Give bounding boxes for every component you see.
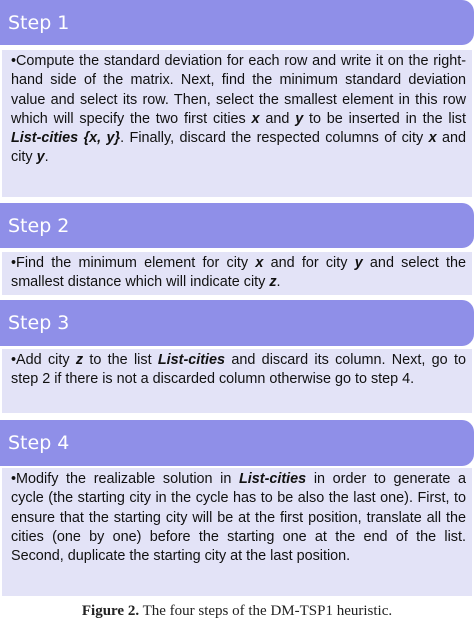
step-2-text: [11, 254, 466, 293]
step-1-header: [0, 0, 474, 45]
text-run: •Find the minimum element for city: [11, 255, 256, 271]
text-run: and for city: [263, 255, 355, 271]
italic-term: y: [36, 149, 45, 166]
text-run: to the list: [83, 352, 158, 368]
step-4-header: [0, 420, 474, 466]
step-3-body: [2, 349, 472, 413]
step-3-text: [11, 351, 466, 390]
step-3-title: Step 3: [8, 312, 70, 334]
text-run: •Add city: [11, 352, 76, 368]
text-run: . Finally, discard the respected columns of city: [120, 130, 429, 147]
figure-caption: [0, 603, 474, 620]
step-3-header: [0, 300, 474, 346]
text-run: .: [44, 149, 49, 166]
text-run: in order to generate a cycle (the starting city in the cycle has to be also the last one). First, to ensure that the starting city will be at the first position, translate all the cities (one by one) before the starting one at the end of the list. Second, duplicate the starting city at the last position.: [11, 471, 466, 565]
step-1-text: [11, 52, 466, 168]
italic-term: List-cities: [157, 352, 226, 368]
text-run: and discard its column. Next, go to step 2 if there is not a discarded column otherwise go to step 4.: [11, 352, 466, 388]
caption-text: The four steps of the DM-TSP1 heuristic.: [139, 603, 393, 619]
italic-term: x: [255, 255, 264, 271]
step-1-body: [2, 50, 472, 197]
italic-term: x: [251, 110, 260, 127]
caption-label: Figure 2.: [81, 603, 140, 619]
text-run: •Compute the standard deviation for each row and write it on the right-hand side of the matrix. Next, find the minimum standard deviation value and select its row. Then, select the smallest element in this row which will specify the two first cities: [11, 53, 466, 127]
text-run: .: [276, 274, 281, 291]
text-run: and city: [11, 130, 466, 166]
text-run: •Modify the realizable solution in: [11, 471, 240, 487]
step-4-body: [2, 468, 472, 596]
step-2-header: [0, 203, 474, 248]
italic-term: List-cities {x, y}: [11, 130, 121, 147]
italic-term: y: [295, 110, 304, 127]
step-1-title: Step 1: [8, 11, 70, 34]
italic-term: z: [269, 274, 277, 291]
text-run: to be inserted in the list: [303, 110, 467, 127]
step-4-text: [11, 470, 466, 566]
step-4-title: Step 4: [8, 432, 70, 454]
step-2-title: Step 2: [8, 214, 70, 237]
text-run: and: [259, 110, 296, 127]
text-run: and select the smallest distance which will indicate city: [11, 255, 466, 291]
step-2-body: [2, 252, 472, 295]
italic-term: y: [354, 255, 363, 271]
italic-term: z: [75, 352, 84, 368]
italic-term: List-cities: [239, 471, 307, 487]
italic-term: x: [428, 130, 437, 147]
